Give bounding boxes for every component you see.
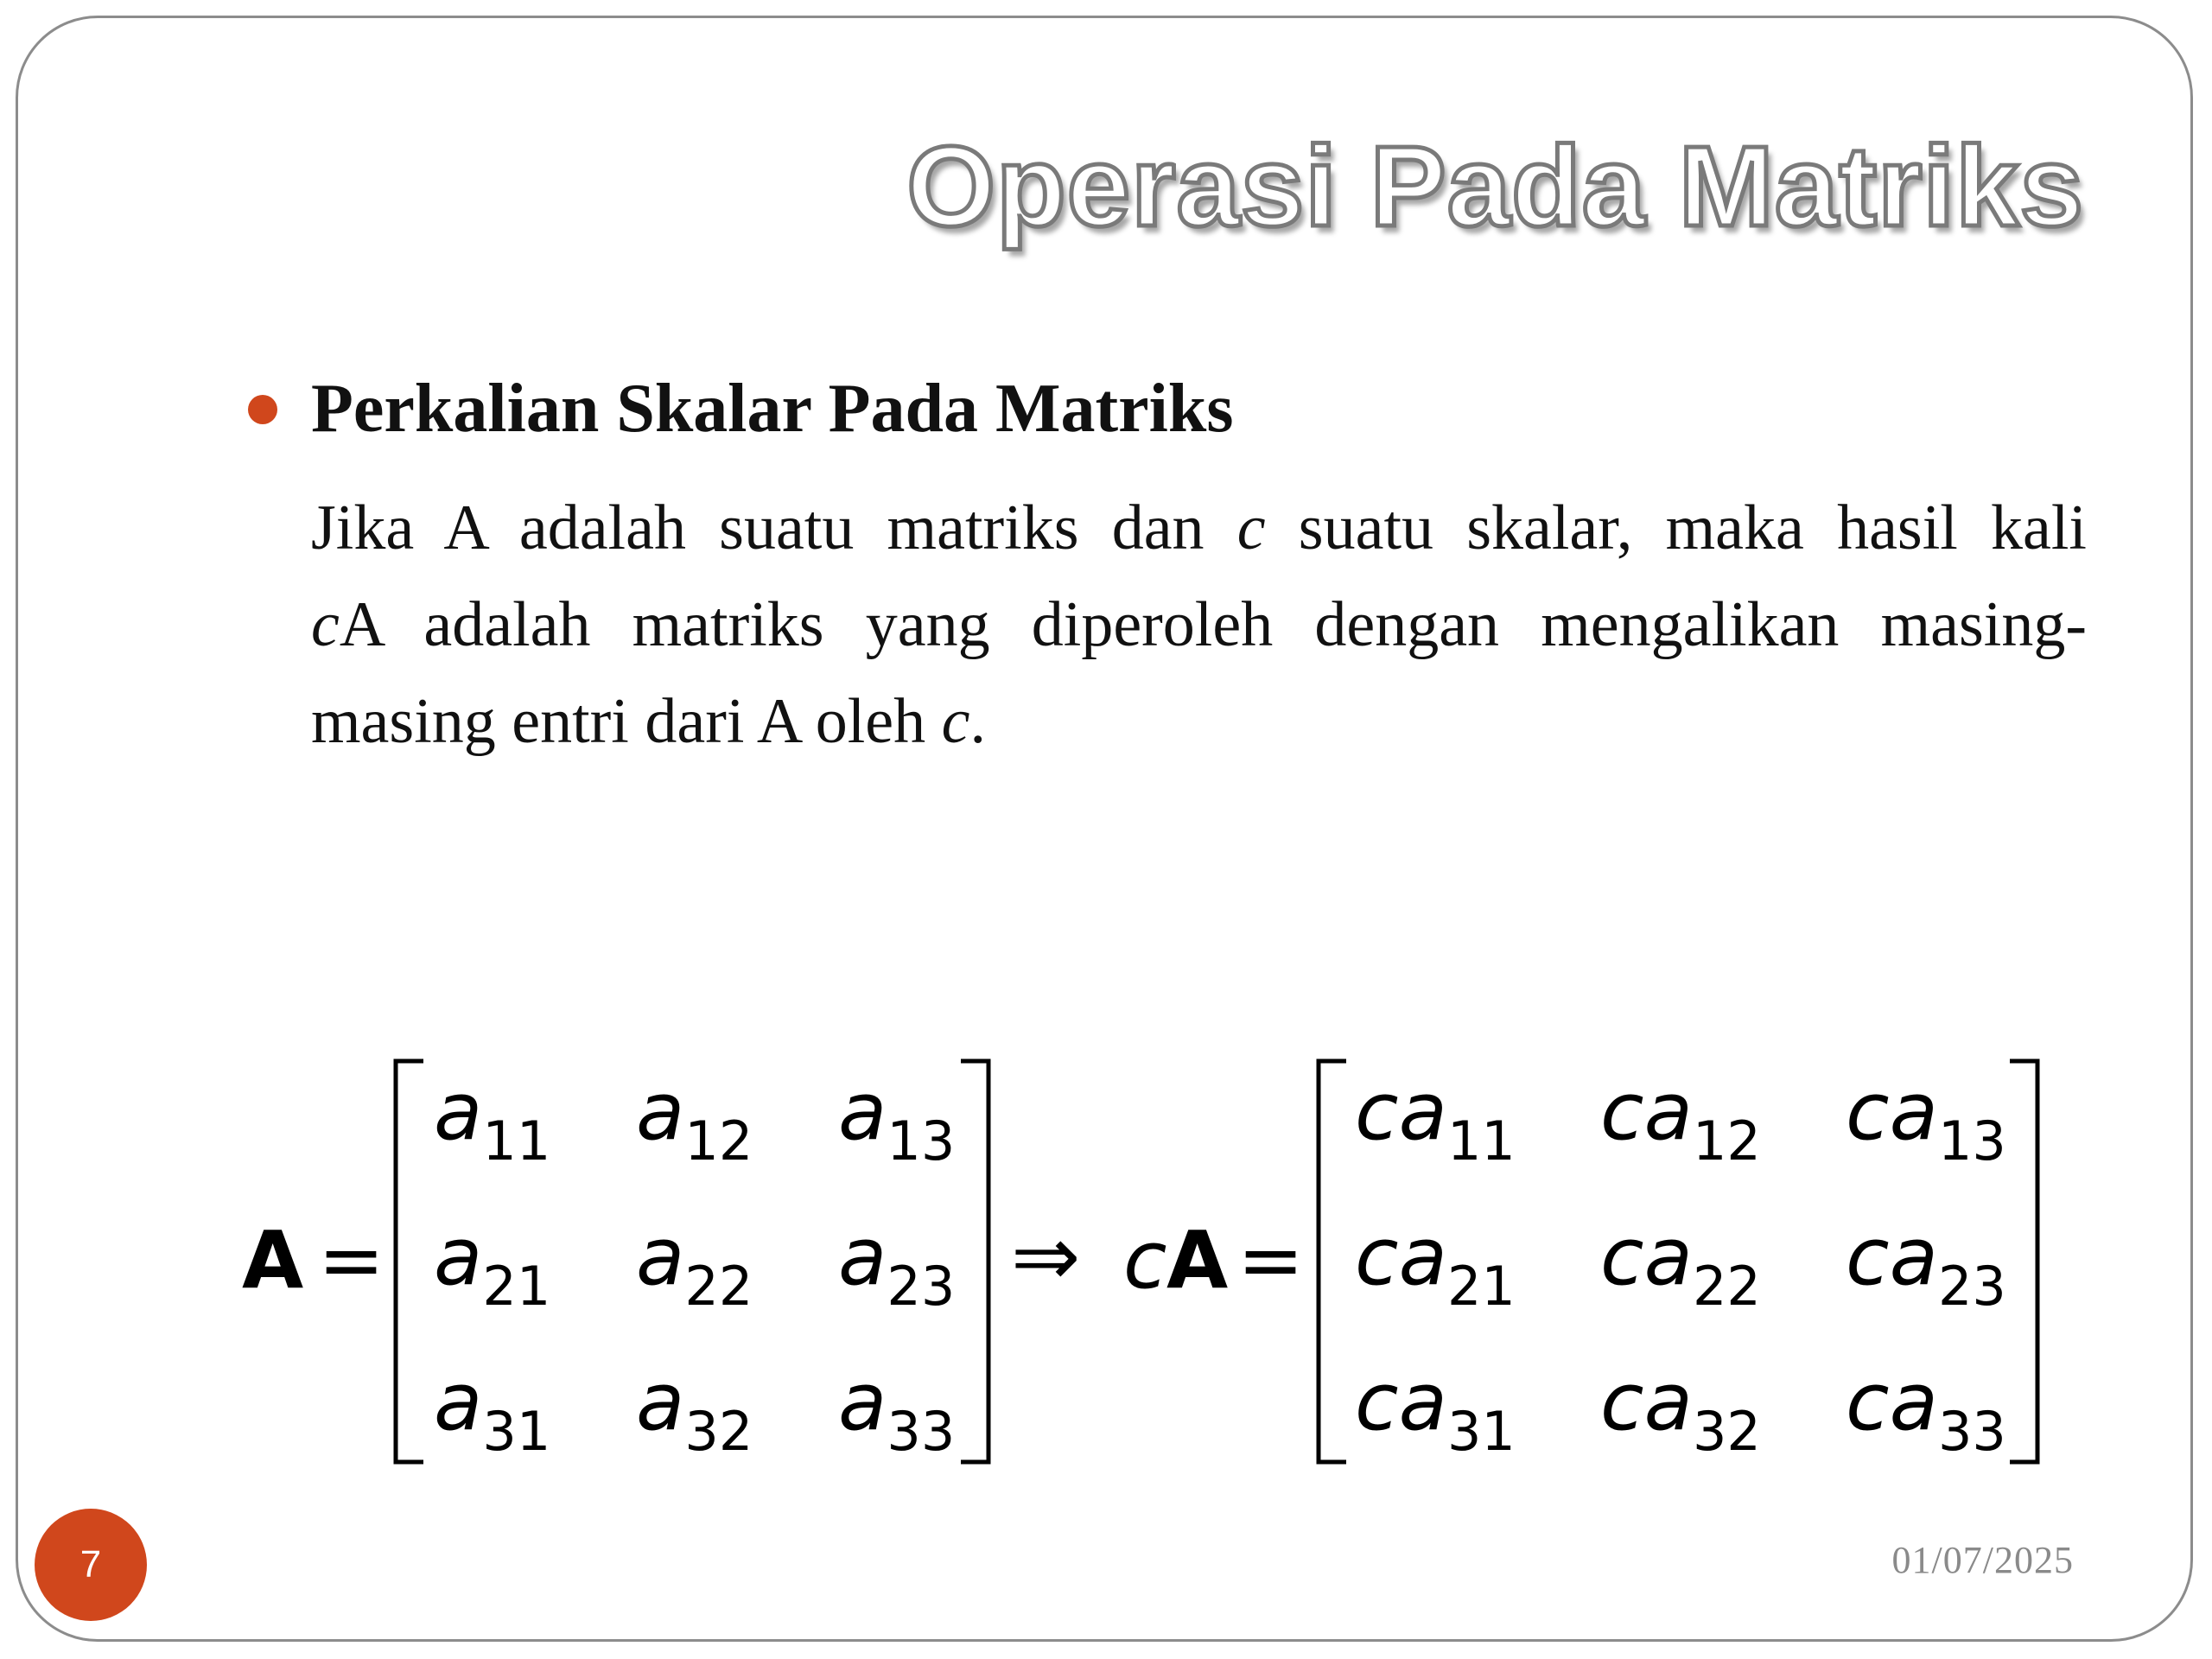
matrix-a-entry-subscript: 33 bbox=[887, 1400, 956, 1463]
paragraph-line-2 bbox=[311, 576, 2087, 673]
matrix-ca-entry-base: ca bbox=[1355, 1211, 1447, 1303]
matrix-ca-entry-base: ca bbox=[1846, 1356, 1938, 1448]
rhs-matrix-symbol: A bbox=[1166, 1214, 1229, 1306]
bullet-dot-icon bbox=[248, 395, 277, 424]
lhs-equals-sign: = bbox=[318, 1214, 385, 1306]
slide-date: 01/07/2025 bbox=[1891, 1539, 2074, 1581]
implies-arrow-icon: ⇒ bbox=[1011, 1208, 1081, 1305]
definition-paragraph bbox=[311, 480, 2087, 770]
matrix-ca-entry-base: ca bbox=[1846, 1065, 1938, 1158]
matrix-ca-entry-subscript: 23 bbox=[1937, 1255, 2006, 1318]
matrix-a-entry-base: a bbox=[636, 1065, 685, 1158]
rhs-scalar: c bbox=[1123, 1214, 1167, 1306]
matrix-a-entry-subscript: 21 bbox=[482, 1255, 551, 1318]
matrix-a-entry-subscript: 22 bbox=[684, 1255, 753, 1318]
scalar-c: c bbox=[941, 686, 970, 757]
paragraph-line-1 bbox=[311, 480, 2087, 576]
matrix-a-entry-base: a bbox=[636, 1211, 685, 1303]
paragraph-text: Jika A adalah suatu matriks dan bbox=[311, 493, 1237, 563]
slide-frame bbox=[16, 16, 2193, 1642]
scalar-c: c bbox=[1236, 493, 1266, 563]
scalar-c: c bbox=[311, 589, 340, 660]
matrix-a-entry-base: a bbox=[838, 1356, 887, 1448]
matrix-a-entry-base: a bbox=[434, 1211, 483, 1303]
matrix-a-entry-base: a bbox=[636, 1356, 685, 1448]
paragraph-text: A adalah matriks yang diperoleh dengan mengalikan masing- bbox=[339, 589, 2087, 660]
matrix-a-entry-base: a bbox=[434, 1356, 483, 1448]
matrix-ca-entry-subscript: 33 bbox=[1937, 1400, 2006, 1463]
matrix-ca-entry-base: ca bbox=[1600, 1356, 1693, 1448]
matrix-a-entry-subscript: 12 bbox=[684, 1109, 753, 1173]
matrix-a-entry-subscript: 11 bbox=[482, 1109, 551, 1173]
matrix-ca-entry-subscript: 12 bbox=[1692, 1109, 1761, 1173]
bullet-heading: Perkalian Skalar Pada Matriks bbox=[311, 371, 1234, 447]
matrix-a-entry-base: a bbox=[838, 1065, 887, 1158]
slide-number-badge bbox=[35, 1509, 147, 1621]
matrix-ca-entry-subscript: 22 bbox=[1692, 1255, 1761, 1318]
matrix-ca-entry-subscript: 32 bbox=[1692, 1400, 1761, 1463]
matrix-a-entry-subscript: 13 bbox=[887, 1109, 956, 1173]
matrix-a-entry-base: a bbox=[838, 1211, 887, 1303]
matrix-a-entry-subscript: 32 bbox=[684, 1400, 753, 1463]
matrix-ca-entry-subscript: 13 bbox=[1937, 1109, 2006, 1173]
rhs-equals-sign: = bbox=[1237, 1214, 1305, 1306]
matrix-ca-entry-base: ca bbox=[1600, 1065, 1693, 1158]
matrix-a-entry-subscript: 23 bbox=[887, 1255, 956, 1318]
lhs-matrix-symbol: A bbox=[242, 1214, 304, 1306]
matrix-ca-entry-base: ca bbox=[1600, 1211, 1693, 1303]
slide-title: Operasi Pada Matriks bbox=[906, 123, 2084, 250]
matrix-ca-entry-subscript: 21 bbox=[1446, 1255, 1516, 1318]
matrix-a-entry-subscript: 31 bbox=[482, 1400, 551, 1463]
matrix-ca-entry-base: ca bbox=[1355, 1065, 1447, 1158]
matrix-a-entry-base: a bbox=[434, 1065, 483, 1158]
matrix-ca-entry-base: ca bbox=[1355, 1356, 1447, 1448]
matrix-ca-entry-subscript: 11 bbox=[1446, 1109, 1516, 1173]
matrix-ca-entry-base: ca bbox=[1846, 1211, 1938, 1303]
paragraph-text: masing entri dari A oleh bbox=[311, 686, 942, 757]
paragraph-text: suatu skalar, maka hasil kali bbox=[1265, 493, 2087, 563]
paragraph-text: . bbox=[969, 686, 986, 757]
slide-number: 7 bbox=[79, 1543, 102, 1586]
matrix-ca-entry-subscript: 31 bbox=[1446, 1400, 1516, 1463]
paragraph-line-3 bbox=[311, 673, 2087, 770]
